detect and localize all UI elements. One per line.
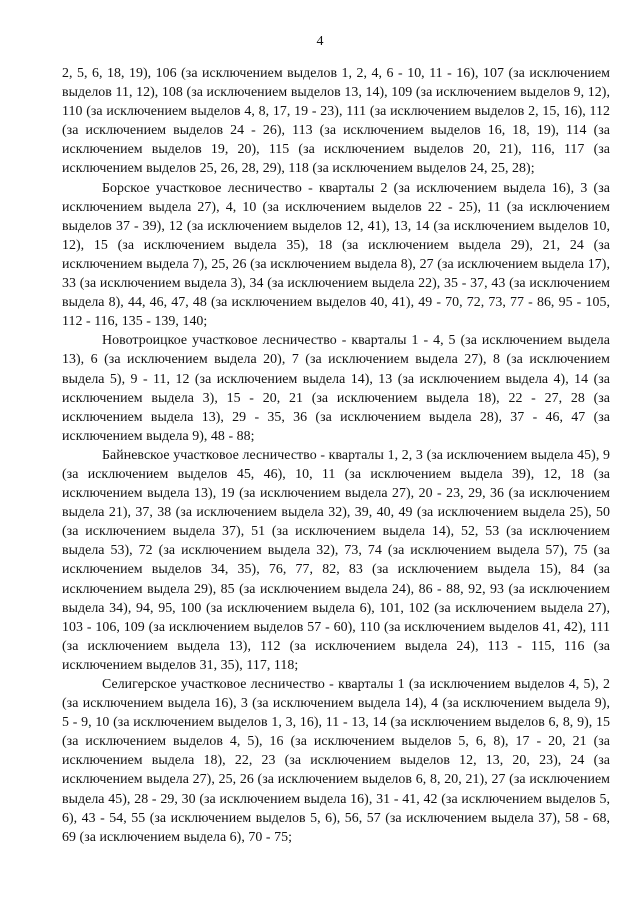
paragraph-borskoe: Борское участковое лесничество - кварталы 2 (за исключением выдела 16), 3 (за исключением выдела 27), 4, 10 (за исключением выделов 22 - 25), 11 (за исключением выделов 37 - 39), 12 (за исключением выделов 12, 41), 13, 14 (за исключением выделов 10, 12), 15 (за исключением выдела 35), 18 (за исключением выдела 29), 21, 24 (за исключением выдела 7), 25, 26 (за исключением выдела 8), 27 (за исключением выдела 17), 33 (за исключением выдела 3), 34 (за исключением выдела 22), 35 - 37, 43 (за исключением выдела 8), 44, 46, 47, 48 (за исключением выделов 40, 41), 49 - 70, 72, 73, 77 - 86, 95 - 105, 112 - 116, 135 - 139, 140; (62, 180, 610, 330)
paragraph-seligerskoe: Селигерское участковое лесничество - кварталы 1 (за исключением выделов 4, 5), 2 (за исключением выдела 16), 3 (за исключением выдела 14), 4 (за исключением выдела 9), 5 - 9, 10 (за исключением выделов 1, 3, 16), 11 - 13, 14 (за исключением выделов 6, 8, 9), 15 (за исключением выделов 4, 5), 16 (за исключением выделов 5, 6, 8), 17 - 20, 21 (за исключением выдела 18), 22, 23 (за исключением выделов 12, 13, 20, 23), 24 (за исключением выдела 27), 25, 26 (за исключением выделов 6, 8, 20, 21), 27 (за исключением выдела 45), 28 - 29, 30 (за исключением выдела 16), 31 - 41, 42 (за исключением выделов 5, 6), 43 - 54, 55 (за исключением выделов 5, 6), 56, 57 (за исключением выдела 37), 58 - 68, 69 (за исключением выдела 6), 70 - 75; (62, 677, 610, 845)
paragraph-continuation: 2, 5, 6, 18, 19), 106 (за исключением выделов 1, 2, 4, 6 - 10, 11 - 16), 107 (за исключением выделов 11, 12), 108 (за исключением выделов 13, 14), 109 (за исключением выделов 9, 12), 110 (за исключением выделов 4, 8, 17, 19 - 23), 111 (за исключением выделов 2, 15, 16), 112 (за исключением выделов 24 - 26), 113 (за исключением выделов 16, 18, 19), 114 (за исключением выделов 19, 20), 115 (за исключением выделов 20, 21), 116, 117 (за исключением выделов 25, 26, 28, 29), 118 (за исключением выделов 24, 25, 28); (62, 66, 610, 177)
document-body (62, 64, 610, 847)
paragraph-bainevskoe: Байневское участковое лесничество - кварталы 1, 2, 3 (за исключением выдела 45), 9 (за исключением выделов 45, 46), 10, 11 (за исключением выдела 39), 12, 18 (за исключением выдела 13), 19 (за исключением выдела 27), 20 - 23, 29, 36 (за исключением выдела 21), 37, 38 (за исключением выдела 32), 39, 40, 49 (за исключением выдела 25), 50 (за исключением выдела 37), 51 (за исключением выдела 14), 52, 53 (за исключением выдела 53), 72 (за исключением выдела 32), 73, 74 (за исключением выдела 57), 75 (за исключением выделов 34, 35), 76, 77, 82, 83 (за исключением выдела 15), 84 (за исключением выдела 29), 85 (за исключением выдела 24), 86 - 88, 92, 93 (за исключением выдела 34), 94, 95, 100 (за исключением выдела 6), 101, 102 (за исключением выдела 27), 103 - 106, 109 (за исключением выделов 57 - 60), 110 (за исключением выделов 41, 42), 111 (за исключением выдела 13), 112 (за исключением выдела 24), 113 - 115, 116 (за исключением выделов 31, 35), 117, 118; (62, 447, 610, 673)
paragraph-novotroitskoe: Новотроицкое участковое лесничество - кварталы 1 - 4, 5 (за исключением выдела 13), 6 (за исключением выдела 20), 7 (за исключением выдела 27), 8 (за исключением выдела 5), 9 - 11, 12 (за исключением выдела 14), 13 (за исключением выдела 4), 14 (за исключением выдела 3), 15 - 20, 21 (за исключением выдела 18), 22 - 27, 28 (за исключением выдела 13), 29 - 35, 36 (за исключением выдела 28), 37 - 46, 47 (за исключением выдела 9), 48 - 88; (62, 333, 610, 444)
page-number: 4 (316, 34, 324, 49)
